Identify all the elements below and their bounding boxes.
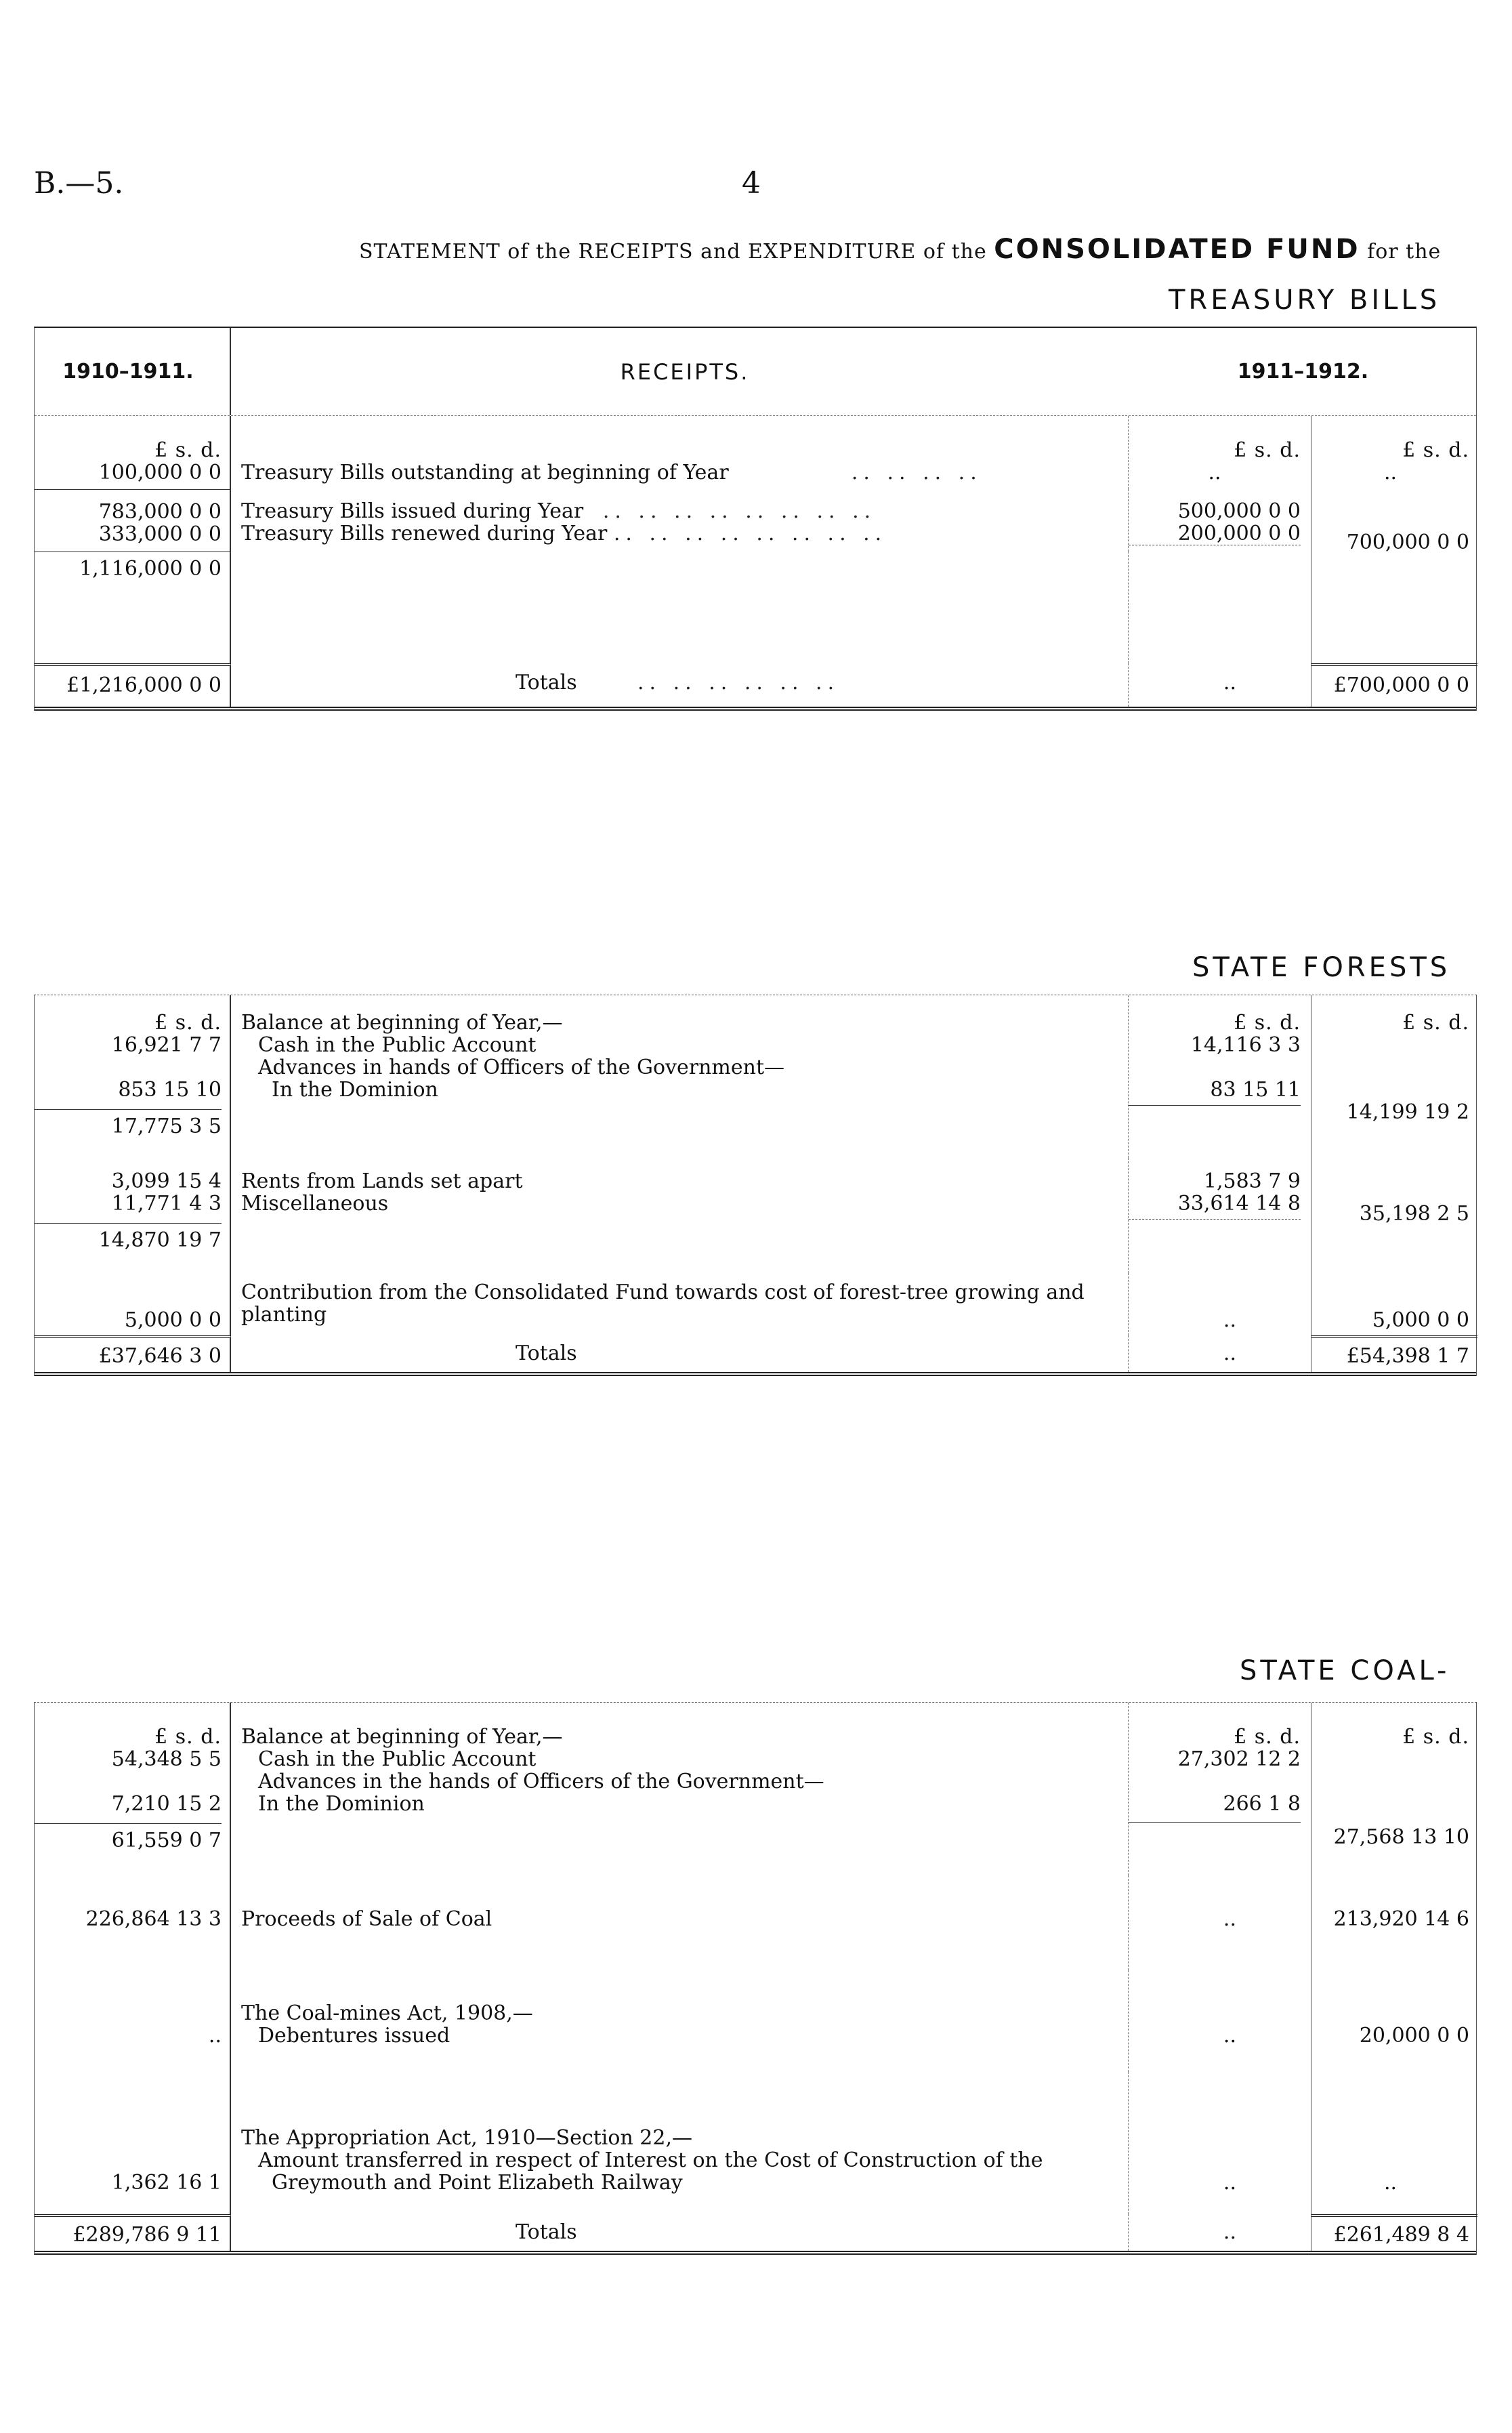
treasury-bills-table xyxy=(34,327,1477,711)
cash-prev: 54,348 5 5 xyxy=(111,1747,222,1771)
balance-curr-total: 27,568 13 10 xyxy=(1333,1825,1469,1849)
table-row xyxy=(35,416,1476,489)
rm-prev-total: 14,870 19 7 xyxy=(35,1223,222,1251)
state-forests-table xyxy=(34,995,1477,1376)
statement-part1: STATEMENT of the RECEIPTS and EXPENDITURE of the xyxy=(359,240,987,264)
debentures-curr: 20,000 0 0 xyxy=(1359,2024,1469,2047)
sale-prev: 226,864 13 3 xyxy=(85,1907,222,1931)
table-row xyxy=(35,1875,1476,1970)
rents-curr: 1,583 7 9 xyxy=(1203,1169,1301,1193)
misc-prev: 11,771 4 3 xyxy=(111,1192,222,1215)
totals-sub: .. xyxy=(1223,2220,1236,2244)
outstanding-prev: 100,000 0 0 xyxy=(98,461,222,484)
totals-sub: .. xyxy=(1223,1342,1236,1365)
state-coal-title: STATE COAL- xyxy=(1240,1655,1450,1686)
cash-label: Cash in the Public Account xyxy=(258,1747,537,1771)
dominion-curr: 266 1 8 xyxy=(1129,1793,1301,1823)
table-row xyxy=(35,489,1476,552)
approp-curr: .. xyxy=(1383,2171,1398,2195)
cash-label: Cash in the Public Account xyxy=(258,1033,537,1057)
totals-curr: £54,398 1 7 xyxy=(1346,1344,1469,1368)
table-row xyxy=(35,2072,1476,2214)
totals-label: Totals xyxy=(516,671,577,694)
rents-prev: 3,099 15 4 xyxy=(111,1169,222,1193)
cash-curr: 14,116 3 3 xyxy=(1190,1033,1301,1057)
approp-label: The Appropriation Act, 1910—Section 22,— xyxy=(241,2126,693,2150)
header-prev-year: 1910–1911. xyxy=(35,328,231,415)
units-prev: £ s. d. xyxy=(154,438,222,462)
units-sub: £ s. d. xyxy=(1234,438,1301,462)
table-row xyxy=(35,1703,1476,1875)
balance-prev-total: 61,559 0 7 xyxy=(35,1823,222,1852)
renewed-sub: 200,000 0 0 xyxy=(1129,522,1301,545)
sale-label: Proceeds of Sale of Coal xyxy=(241,1907,492,1931)
renewed-label: Treasury Bills renewed during Year xyxy=(241,522,608,545)
balance-prev-total: 17,775 3 5 xyxy=(35,1109,222,1138)
dominion-label: In the Dominion xyxy=(258,1792,425,1816)
issued-sub: 500,000 0 0 xyxy=(1177,499,1301,523)
units-total: £ s. d. xyxy=(1402,438,1469,462)
debentures-label: Debentures issued xyxy=(258,2024,450,2047)
approp-prev: 1,362 16 1 xyxy=(111,2171,222,2195)
cash-prev: 16,921 7 7 xyxy=(111,1033,222,1057)
leader-dots: .. .. .. .. .. .. .. .. xyxy=(613,522,887,545)
table-row xyxy=(35,1273,1476,1335)
approp-sub: .. xyxy=(1223,2171,1236,2195)
outstanding-sub: .. xyxy=(1208,461,1221,484)
advances-label: Advances in hands of Officers of the Government— xyxy=(258,1056,784,1079)
rm-curr-total: 35,198 2 5 xyxy=(1359,1202,1469,1226)
table-row xyxy=(35,995,1476,1158)
contribution-sub: .. xyxy=(1223,1308,1236,1332)
balance-heading: Balance at beginning of Year,— xyxy=(241,1011,563,1035)
totals-curr: £261,489 8 4 xyxy=(1333,2223,1469,2247)
statement-part2: for the xyxy=(1367,240,1442,264)
totals-prev: £289,786 9 11 xyxy=(72,2223,222,2247)
page-number: 4 xyxy=(742,166,761,201)
table-row xyxy=(35,1970,1476,2072)
rents-label: Rents from Lands set apart xyxy=(241,1169,523,1193)
totals-row xyxy=(35,1335,1476,1376)
dominion-prev: 853 15 10 xyxy=(118,1078,222,1102)
header-curr-year: 1911–1912. xyxy=(1237,360,1369,383)
table-header-row xyxy=(35,328,1476,416)
misc-label: Miscellaneous xyxy=(241,1192,389,1215)
dominion-label: In the Dominion xyxy=(272,1078,438,1102)
units-prev: £ s. d. xyxy=(154,1011,222,1035)
approp-line2: Amount transferred in respect of Interest on the Cost of Construction of the xyxy=(258,2148,1043,2172)
contribution-prev: 5,000 0 0 xyxy=(124,1308,222,1332)
approp-line3: Greymouth and Point Elizabeth Railway xyxy=(272,2171,683,2195)
totals-label: Totals xyxy=(516,2220,577,2244)
cash-curr: 27,302 12 2 xyxy=(1177,1747,1301,1771)
fund-name: CONSOLIDATED FUND xyxy=(994,234,1360,265)
sale-sub: .. xyxy=(1223,1907,1236,1931)
misc-curr: 33,614 14 8 xyxy=(1129,1192,1301,1220)
leader-dots: .. .. .. .. .. .. xyxy=(637,671,840,694)
treasury-bills-title: TREASURY BILLS xyxy=(1169,285,1441,316)
contribution-label-2: planting xyxy=(241,1303,327,1327)
issued-label: Treasury Bills issued during Year xyxy=(241,499,584,523)
subtotal-prev: 1,116,000 0 0 xyxy=(79,557,222,581)
page-reference: B.—5. xyxy=(34,166,124,201)
totals-sub: .. xyxy=(1223,671,1236,694)
act-label: The Coal-mines Act, 1908,— xyxy=(241,2001,533,2025)
outstanding-total: .. xyxy=(1383,461,1398,484)
dominion-curr: 83 15 11 xyxy=(1129,1079,1301,1106)
units-total: £ s. d. xyxy=(1402,1011,1469,1035)
balance-heading: Balance at beginning of Year,— xyxy=(241,1725,563,1749)
state-coal-table xyxy=(34,1702,1477,2255)
statement-title xyxy=(359,234,1441,265)
totals-row xyxy=(35,2214,1476,2255)
contribution-curr: 5,000 0 0 xyxy=(1372,1308,1469,1332)
units-prev: £ s. d. xyxy=(154,1725,222,1749)
totals-curr: £700,000 0 0 xyxy=(1333,673,1469,697)
totals-prev: £37,646 3 0 xyxy=(98,1344,222,1368)
renewed-prev: 333,000 0 0 xyxy=(98,522,222,546)
units-total: £ s. d. xyxy=(1402,1725,1469,1749)
issued-prev: 783,000 0 0 xyxy=(98,500,222,524)
balance-curr-total: 14,199 19 2 xyxy=(1346,1100,1469,1124)
subtotal-curr: 700,000 0 0 xyxy=(1346,531,1469,554)
sale-curr: 213,920 14 6 xyxy=(1333,1907,1469,1931)
units-sub: £ s. d. xyxy=(1234,1011,1301,1035)
totals-label: Totals xyxy=(516,1342,577,1365)
advances-label: Advances in the hands of Officers of the Government— xyxy=(258,1770,824,1793)
leader-dots: .. .. .. .. xyxy=(851,461,982,484)
table-row xyxy=(35,1158,1476,1273)
contribution-label-1: Contribution from the Consolidated Fund towards cost of forest-tree growing and xyxy=(241,1281,1085,1304)
header-receipts: RECEIPTS. xyxy=(620,358,750,385)
state-forests-title: STATE FORESTS xyxy=(1192,952,1451,983)
totals-prev: £1,216,000 0 0 xyxy=(66,673,222,697)
debentures-prev: .. xyxy=(208,2024,222,2047)
units-sub: £ s. d. xyxy=(1234,1725,1301,1749)
outstanding-label: Treasury Bills outstanding at beginning of Year xyxy=(241,461,729,484)
leader-dots: .. .. .. .. .. .. .. .. xyxy=(602,499,877,523)
debentures-sub: .. xyxy=(1223,2024,1236,2047)
totals-row xyxy=(35,663,1476,711)
dominion-prev: 7,210 15 2 xyxy=(111,1792,222,1816)
